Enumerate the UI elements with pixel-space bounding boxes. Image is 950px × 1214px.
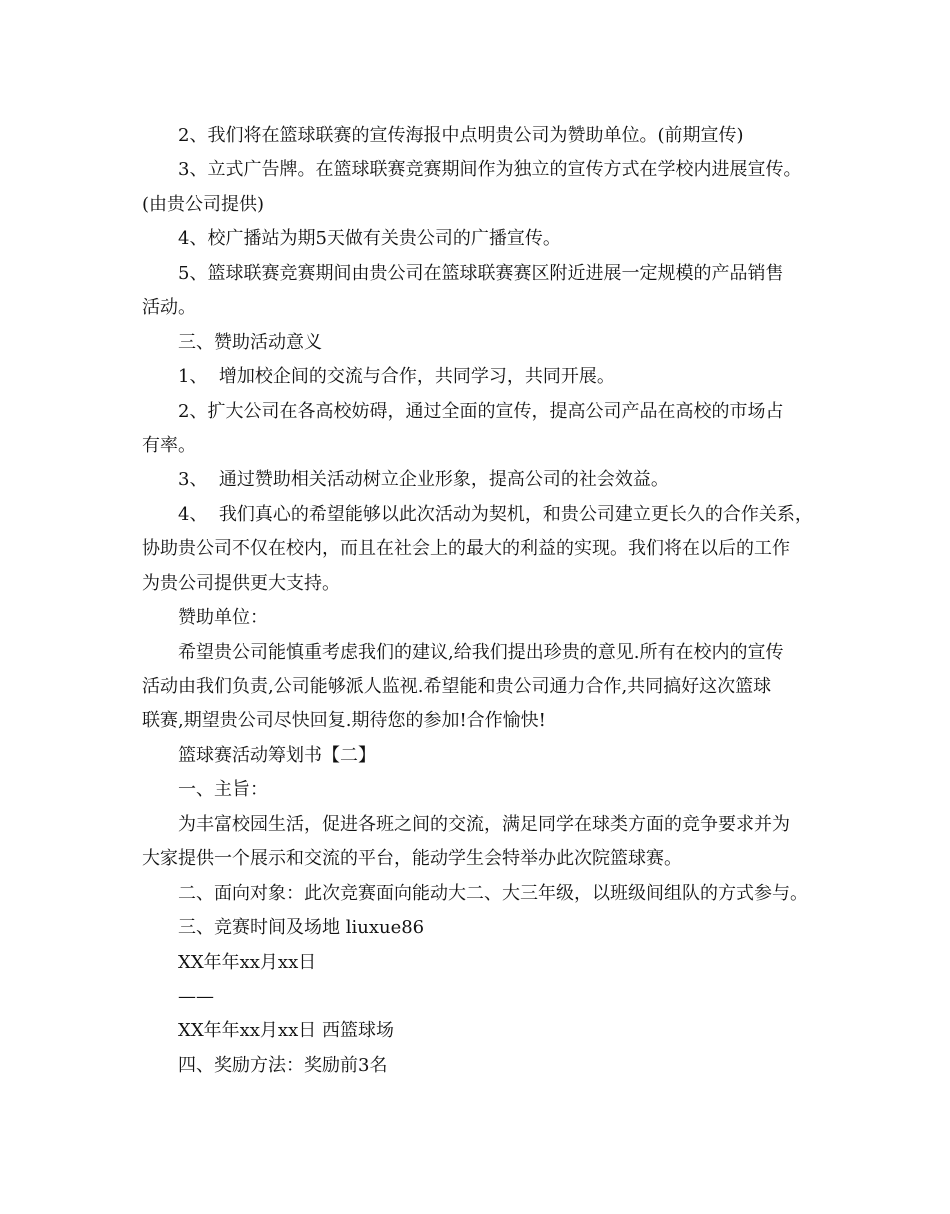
paragraph-line: 3、 通过赞助相关活动树立企业形象，提高公司的社会效益。 — [178, 469, 669, 491]
document-body — [142, 119, 832, 1083]
date-line: XX年年xx月xx日 — [178, 951, 317, 973]
section-heading: 四、奖励方法：奖励前3名 — [178, 1054, 388, 1076]
paragraph-line: 5、篮球联赛竞赛期间由贵公司在篮球联赛赛区附近进展一定规模的产品销售 — [178, 262, 784, 284]
paragraph-line: 2、我们将在篮球联赛的宣传海报中点明贵公司为赞助单位。(前期宣传) — [178, 125, 744, 146]
section-heading: 三、赞助活动意义 — [178, 331, 322, 353]
paragraph-line: 4、校广播站为期5天做有关贵公司的广播宣传。 — [178, 228, 561, 250]
paragraph-line: 为丰富校园生活，促进各班之间的交流，满足同学在球类方面的竞争要求并为 — [178, 813, 790, 835]
paragraph-line: 活动。 — [142, 297, 196, 319]
paragraph-line: (由贵公司提供) — [142, 193, 265, 215]
document-subtitle: 篮球赛活动筹划书【二】 — [178, 744, 376, 766]
paragraph-line: 1、 增加校企间的交流与合作，共同学习，共同开展。 — [178, 366, 615, 388]
paragraph-line: 活动由我们负责,公司能够派人监视.希望能和贵公司通力合作,共同搞好这次篮球 — [142, 676, 772, 697]
dash-line: —— — [178, 985, 214, 1007]
paragraph-line: 为贵公司提供更大支持。 — [142, 572, 340, 594]
paragraph-line: 联赛,期望贵公司尽快回复.期待您的参加!合作愉快! — [142, 710, 546, 732]
paragraph-line: 二、面向对象：此次竞赛面向能动大二、大三年级，以班级间组队的方式参与。 — [178, 882, 808, 904]
paragraph-line: 3、立式广告牌。在篮球联赛竞赛期间作为独立的宣传方式在学校内进展宣传。 — [178, 159, 802, 181]
paragraph-line: 2、扩大公司在各高校妨碍，通过全面的宣传，提高公司产品在高校的市场占 — [178, 400, 784, 422]
paragraph-line: 有率。 — [142, 434, 196, 456]
paragraph-line: 大家提供一个展示和交流的平台，能动学生会特举办此次院篮球赛。 — [142, 848, 682, 870]
paragraph-line: 协助贵公司不仅在校内，而且在社会上的最大的利益的实现。我们将在以后的工作 — [142, 538, 790, 560]
paragraph-line: 4、 我们真心的希望能够以此次活动为契机，和贵公司建立更长久的合作关系， — [178, 503, 813, 525]
date-venue-line: XX年年xx月xx日 西篮球场 — [178, 1020, 394, 1042]
section-heading: 一、主旨： — [178, 779, 268, 801]
section-heading: 三、竞赛时间及场地 liuxue86 — [178, 917, 425, 939]
sponsor-label: 赞助单位： — [178, 607, 268, 629]
paragraph-line: 希望贵公司能慎重考虑我们的建议,给我们提出珍贵的意见.所有在校内的宣传 — [178, 641, 784, 663]
